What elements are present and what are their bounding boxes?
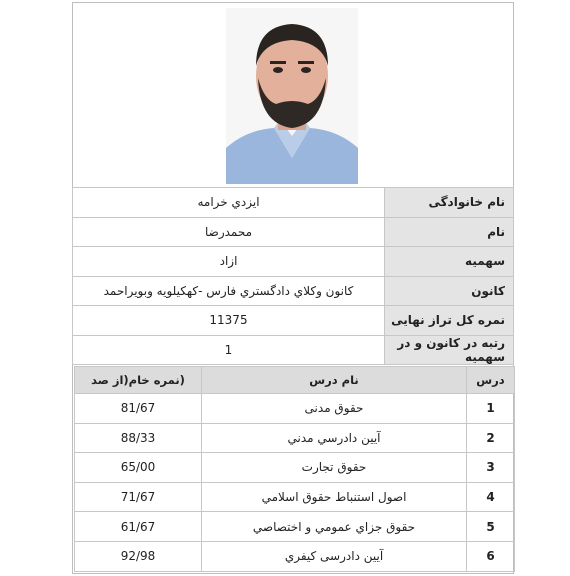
info-value: 11375 (73, 306, 385, 336)
info-table (72, 187, 514, 365)
course-name: حقوق جزاي عمومي و اختصاصي (202, 512, 467, 542)
course-number: 1 (467, 394, 515, 424)
table-row (75, 394, 515, 424)
info-row-family-name (73, 188, 514, 218)
profile-photo (226, 8, 358, 184)
header-course-name: نام درس (202, 367, 467, 394)
info-row-final-score (73, 306, 514, 336)
info-label: سهمیه (385, 247, 514, 277)
table-row (75, 541, 515, 571)
course-name: آيين دادرسي مدني (202, 423, 467, 453)
info-label: رتبه در کانون و در سهمیه (385, 335, 514, 365)
table-row (75, 482, 515, 512)
info-row-first-name (73, 217, 514, 247)
course-name: اصول استنباط حقوق اسلامي (202, 482, 467, 512)
course-score: 61/67 (75, 512, 202, 542)
course-name: حقوق تجارت (202, 453, 467, 483)
info-value: 1 (73, 335, 385, 365)
course-number: 4 (467, 482, 515, 512)
course-number: 5 (467, 512, 515, 542)
table-row (75, 423, 515, 453)
course-score: 71/67 (75, 482, 202, 512)
info-label: نمره کل تراز نهایی (385, 306, 514, 336)
info-row-quota (73, 247, 514, 277)
info-row-rank (73, 335, 514, 365)
course-name: حقوق مدنی (202, 394, 467, 424)
info-value: محمدرضا (73, 217, 385, 247)
info-label: نام (385, 217, 514, 247)
course-name: آيين دادرسی کيفري (202, 541, 467, 571)
info-label: کانون (385, 276, 514, 306)
grades-table (74, 366, 515, 572)
course-score: 92/98 (75, 541, 202, 571)
info-value: ايزدي خرامه (73, 188, 385, 218)
header-course-number: درس (467, 367, 515, 394)
course-score: 65/00 (75, 453, 202, 483)
course-score: 88/33 (75, 423, 202, 453)
header-raw-score: (نمره خام(از صد (75, 367, 202, 394)
info-label: نام خانوادگی (385, 188, 514, 218)
grades-header-row (75, 367, 515, 394)
info-value: کانون وکلاي دادگستري فارس -کهکیلویه وبویراحمد (73, 276, 385, 306)
course-number: 3 (467, 453, 515, 483)
table-row (75, 512, 515, 542)
course-number: 2 (467, 423, 515, 453)
info-value: ازاد (73, 247, 385, 277)
course-number: 6 (467, 541, 515, 571)
course-score: 81/67 (75, 394, 202, 424)
table-row (75, 453, 515, 483)
info-row-bar-association (73, 276, 514, 306)
